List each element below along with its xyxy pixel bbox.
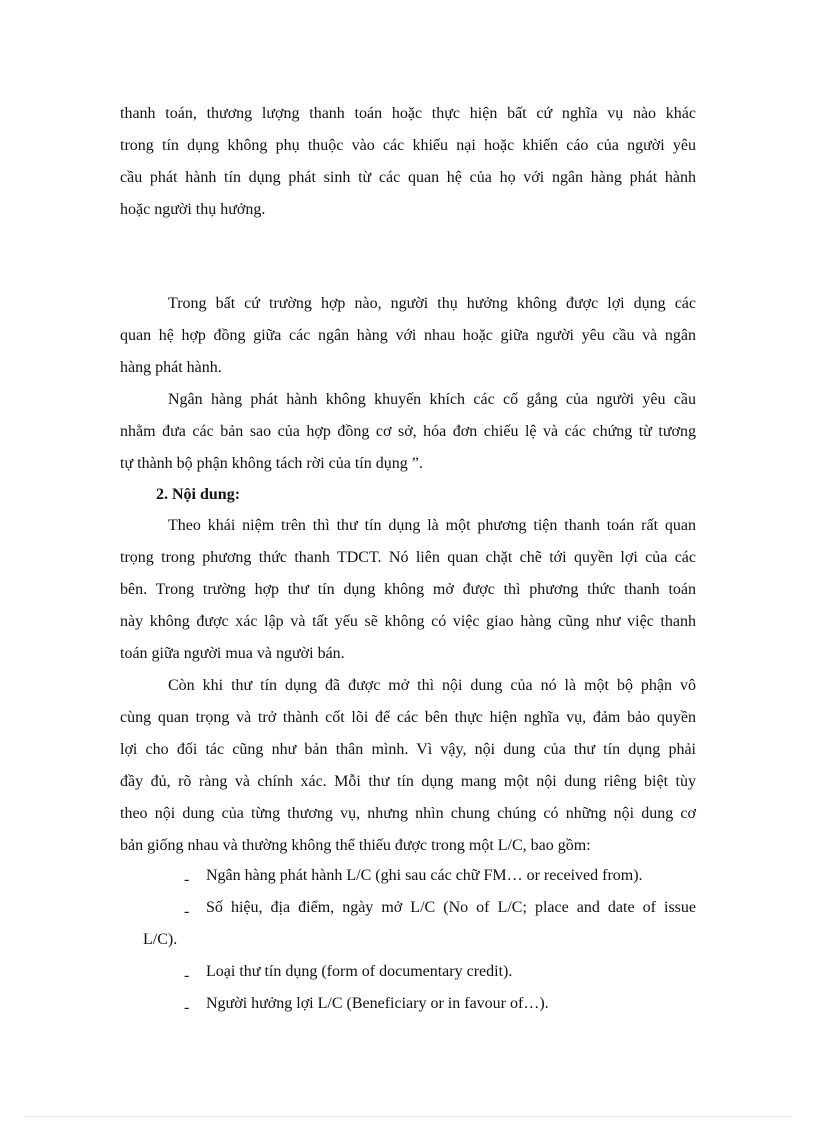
paragraph-5-line-4: đầy đủ, rõ ràng và chính xác. Mỗi thư tín dụng mang một nội dung riêng biệt tùy (120, 773, 696, 790)
paragraph-4-line-3: bên. Trong trường hợp thư tín dụng không mở được thì phương thức thanh toán (120, 581, 696, 598)
bullet-marker: - (184, 967, 190, 984)
paragraph-1-line-2: trong tín dụng không phụ thuộc vào các khiếu nại hoặc khiến cáo của người yêu (120, 137, 696, 154)
paragraph-5-line-2: cùng quan trọng và trở thành cốt lõi để các bên thực hiện nghĩa vụ, đảm bảo quyền (120, 709, 696, 726)
paragraph-3-line-3: tự thành bộ phận không tách rời của tín dụng ”. (120, 455, 423, 472)
paragraph-3-line-1: Ngân hàng phát hành không khuyến khích các cố gắng của người yêu cầu (168, 391, 696, 408)
bullet-item-3: Loại thư tín dụng (form of documentary credit). (206, 963, 513, 980)
paragraph-2-line-2: quan hệ hợp đồng giữa các ngân hàng với nhau hoặc giữa người yêu cầu và ngân (120, 327, 696, 344)
paragraph-1-line-4: hoặc người thụ hưởng. (120, 201, 266, 218)
paragraph-5-line-3: lợi cho đối tác cũng như bản thân mình. Vì vậy, nội dung của thư tín dụng phải (120, 741, 696, 758)
paragraph-1-line-1: thanh toán, thương lượng thanh toán hoặc thực hiện bất cứ nghĩa vụ nào khác (120, 105, 696, 122)
paragraph-1-line-3: cầu phát hành tín dụng phát sinh từ các quan hệ của họ với ngân hàng phát hành (120, 169, 696, 186)
paragraph-5-line-1: Còn khi thư tín dụng đã được mở thì nội dung của nó là một bộ phận vô (168, 677, 696, 694)
paragraph-2-line-1: Trong bất cứ trường hợp nào, người thụ hưởng không được lợi dụng các (168, 295, 696, 312)
bullet-item-4: Người hưởng lợi L/C (Beneficiary or in favour of…). (206, 995, 549, 1012)
paragraph-3-line-2: nhằm đưa các bản sao của hợp đồng cơ sở, hóa đơn chiếu lệ và các chứng từ tương (120, 423, 696, 440)
section-heading: 2. Nội dung: (156, 486, 241, 503)
bullet-item-1: Ngân hàng phát hành L/C (ghi sau các chữ FM… or received from). (206, 867, 643, 884)
bullet-marker: - (184, 999, 190, 1016)
bullet-item-2-continuation: L/C). (143, 931, 178, 948)
paragraph-2-line-3: hàng phát hành. (120, 359, 222, 376)
paragraph-4-line-5: toán giữa người mua và người bán. (120, 645, 345, 662)
paragraph-4-line-4: này không được xác lập và tất yếu sẽ không có việc giao hàng cũng như việc thanh (120, 613, 696, 630)
paragraph-4-line-2: trọng trong phương thức thanh TDCT. Nó liên quan chặt chẽ tới quyền lợi của các (120, 549, 696, 566)
bullet-marker: - (184, 903, 190, 920)
bullet-item-2: Số hiệu, địa điểm, ngày mở L/C (No of L/C; place and date of issue (206, 899, 696, 916)
paragraph-5-line-6: bản giống nhau và thường không thể thiếu được trong một L/C, bao gồm: (120, 837, 591, 854)
paragraph-5-line-5: theo nội dung của từng thương vụ, nhưng nhìn chung chúng có những nội dung cơ (120, 805, 696, 822)
paragraph-4-line-1: Theo khái niệm trên thì thư tín dụng là một phương tiện thanh toán rất quan (168, 517, 696, 534)
bullet-marker: - (184, 871, 190, 888)
page-bottom-divider (24, 1116, 792, 1117)
